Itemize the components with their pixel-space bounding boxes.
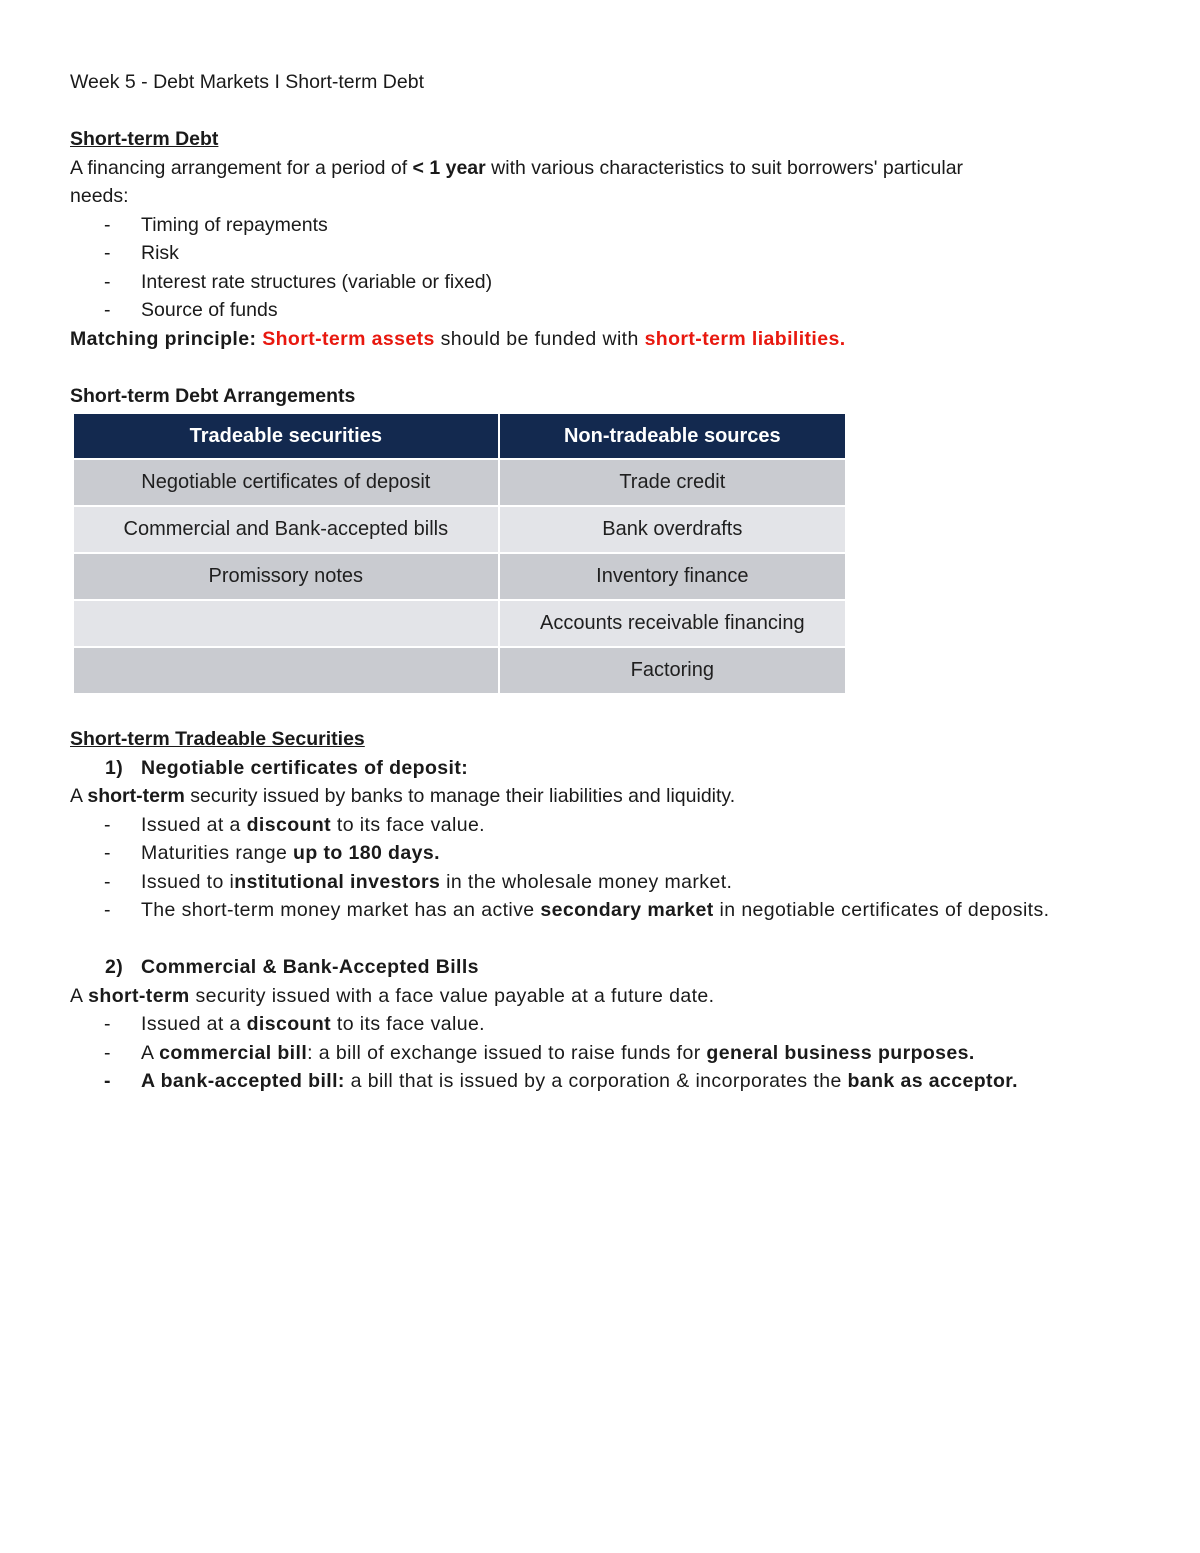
matching-principle-text: should be funded with: [434, 327, 645, 350]
matching-principle-liabilities: short-term liabilities.: [644, 327, 846, 350]
desc-bold-text: short-term: [88, 984, 190, 1007]
bold-text: general business purposes.: [706, 1041, 975, 1064]
intro-continuation: needs:: [70, 185, 129, 207]
section-heading-tradeable-securities: Short-term Tradeable Securities: [70, 728, 365, 750]
text: a bill that is issued by a corporation & incorporates the: [344, 1070, 848, 1092]
desc-text-end: security issued with a face value payable at a future date.: [189, 984, 715, 1007]
dash-bullet: -: [104, 1070, 111, 1092]
table-row: [74, 600, 845, 647]
table-cell: Factoring: [499, 647, 845, 693]
text: Issued at a: [141, 1013, 247, 1035]
text: The short-term money market has an active: [141, 899, 541, 921]
table-cell: Bank overdrafts: [499, 506, 845, 553]
bold-text: discount: [246, 1013, 332, 1035]
table-cell: Inventory finance: [499, 553, 845, 600]
text: : a bill of exchange issued to raise funds for: [307, 1041, 707, 1064]
table-cell: Promissory notes: [74, 553, 499, 600]
table-cell: Negotiable certificates of deposit: [74, 459, 499, 506]
text: A: [141, 1041, 160, 1064]
item2-bullets: [70, 1010, 1130, 1096]
table-cell: Accounts receivable financing: [499, 600, 845, 647]
list-item-text: Risk: [141, 242, 179, 264]
desc-text: A: [70, 984, 89, 1007]
dash-bullet: -: [104, 1013, 111, 1035]
section-heading-short-term-debt: Short-term Debt: [70, 128, 219, 150]
table-row: [74, 459, 845, 506]
page-title: Week 5 - Debt Markets I Short-term Debt: [70, 71, 424, 93]
section-heading-arrangements: Short-term Debt Arrangements: [70, 384, 356, 407]
dash-bullet: -: [104, 270, 111, 293]
text: Maturities range: [141, 842, 294, 864]
text: to its face value.: [331, 1013, 486, 1035]
list-item: [70, 1010, 1130, 1039]
table-cell: [74, 647, 499, 693]
intro-text-end: with various characteristics to suit borrowers' particular: [485, 156, 964, 179]
dash-bullet: -: [104, 842, 111, 864]
table-row: [74, 553, 845, 600]
dash-bullet: -: [104, 899, 111, 921]
bold-text: discount: [246, 813, 332, 836]
matching-principle-label: Matching principle:: [70, 327, 257, 350]
item1-bullets: [70, 811, 1130, 925]
bold-text: secondary market: [540, 899, 714, 921]
desc-text: A: [70, 785, 88, 807]
dash-bullet: -: [104, 299, 111, 321]
list-item: [70, 868, 1130, 897]
bold-text: bank as acceptor.: [847, 1070, 1018, 1092]
dash-bullet: -: [104, 870, 111, 893]
text: Issued to i: [141, 870, 235, 893]
list-item-text: Source of funds: [141, 299, 278, 321]
table-row: [74, 647, 845, 693]
desc-bold-text: short-term: [87, 785, 185, 807]
table-cell: Commercial and Bank-accepted bills: [74, 506, 499, 553]
table-header-non-tradeable: Non-tradeable sources: [499, 414, 845, 459]
list-item: [70, 811, 1130, 840]
table-cell: Trade credit: [499, 459, 845, 506]
item-number: 1): [105, 756, 124, 779]
item-description: [70, 982, 1130, 1011]
document-page: [70, 68, 1130, 1096]
intro-text: A financing arrangement for a period of: [70, 156, 413, 179]
arrangements-table: [74, 414, 845, 693]
dash-bullet: -: [104, 242, 111, 264]
list-item: [70, 839, 1130, 868]
text: Issued at a: [141, 813, 247, 836]
item-title: Negotiable certificates of deposit:: [141, 756, 469, 779]
matching-principle-assets: Short-term assets: [262, 327, 435, 350]
text: in negotiable certificates of deposits.: [713, 899, 1050, 921]
list-item-text: Interest rate structures (variable or fixed): [141, 270, 493, 293]
dash-bullet: -: [104, 813, 111, 836]
table-row: [74, 506, 845, 553]
bold-text: nstitutional investors: [234, 870, 441, 893]
intro-paragraph: [70, 154, 1130, 183]
desc-text-end: security issued by banks to manage their liabilities and liquidity.: [184, 785, 736, 807]
table-header-row: [74, 414, 845, 459]
matching-principle: [70, 325, 1130, 354]
table-header-tradeable: Tradeable securities: [74, 414, 499, 459]
list-item-text: Timing of repayments: [141, 213, 328, 236]
bold-text: up to 180 days.: [293, 842, 440, 864]
list-item: [70, 211, 1130, 240]
bold-text: A bank-accepted bill:: [141, 1070, 345, 1092]
list-item: [70, 896, 1130, 925]
list-item: [70, 268, 1130, 297]
item-description: [70, 782, 1130, 811]
dash-bullet: -: [104, 1041, 111, 1064]
item-title: Commercial & Bank-Accepted Bills: [141, 956, 479, 978]
list-item: [70, 1039, 1130, 1068]
list-item: [70, 296, 1130, 325]
list-item: [70, 1067, 1130, 1096]
bold-text: commercial bill: [159, 1041, 308, 1064]
dash-bullet: -: [104, 213, 111, 236]
table-cell: [74, 600, 499, 647]
item-number: 2): [105, 956, 124, 978]
intro-bold-text: < 1 year: [412, 156, 486, 179]
characteristics-list: [70, 211, 1130, 325]
numbered-heading: [70, 754, 1130, 783]
text: in the wholesale money market.: [440, 870, 733, 893]
numbered-heading: [70, 953, 1130, 982]
numbered-item-1: [70, 754, 1130, 783]
text: to its face value.: [331, 813, 486, 836]
list-item: [70, 239, 1130, 268]
numbered-item-2: [70, 953, 1130, 982]
